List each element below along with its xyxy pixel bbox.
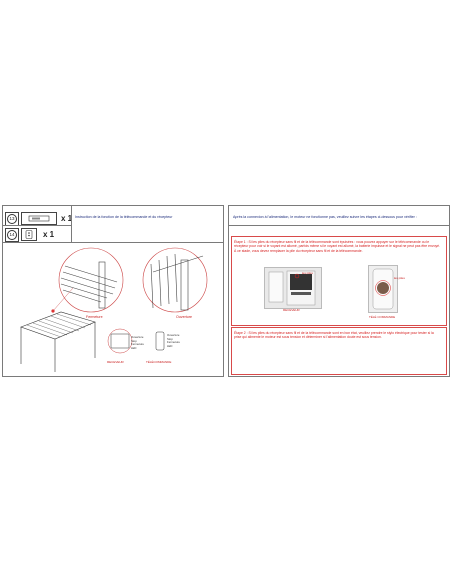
remote-caption: TÉLÉCOMMANDE	[146, 360, 172, 364]
divider	[71, 206, 72, 242]
key-label: Fermeture	[167, 340, 180, 344]
pergola-illustration	[3, 242, 223, 376]
divider	[229, 225, 449, 226]
remote-caption: TÉLÉ COMMANDE	[369, 315, 396, 319]
key-label: Ouverture	[167, 333, 180, 337]
right-troubleshooting-page	[228, 205, 450, 377]
key-label: LED	[131, 345, 137, 350]
remote-device-illustration	[369, 266, 397, 312]
battery-label: les piles	[394, 276, 405, 280]
part-number-badge	[5, 228, 19, 242]
receiver-caption: RECEVEUR	[107, 360, 124, 364]
receiver-photo	[264, 267, 322, 309]
divider	[3, 225, 71, 226]
key-label: Stop	[167, 336, 173, 341]
key-label: LED	[167, 343, 173, 348]
step1-text: Étape 1 : Si les piles du récepteur sans fil et de la télécommande sont épuisées : vous pouvez appuyer sur le télécommande ou le récepteur pour voir si le voyant est allumé, parfois même si le voyant est allumé, la batterie impuisse et le signal ne peut pas être envoyé. À ce stade, vous devez remplacer la pile du récepteur sans fil et de la télécommande.	[234, 240, 440, 253]
step2-box	[231, 327, 447, 375]
receiver-part-thumbnail	[21, 212, 57, 225]
part-row-13	[3, 212, 72, 225]
key-label: Fermeture	[131, 342, 144, 346]
key-label: Ouverture	[131, 335, 144, 339]
part-number: 14	[7, 230, 17, 240]
step2-text: Étape 2 : Si les piles du récepteur sans fil et de la télécommande sont en bon état, veuillez prendre le stylo électrique pour tester si la prise qui alimente le moteur est sous tension et déterminer si l'alimentation doute est sous tension.	[234, 331, 434, 340]
part-number: 13	[7, 214, 17, 224]
opening-label: Ouverture	[176, 315, 192, 319]
page-title: Instruction de la fonction de la télécommande et du récepteur	[75, 215, 173, 219]
left-instruction-page	[2, 205, 224, 377]
part-quantity: x 1	[43, 230, 55, 239]
receiver-icon	[28, 215, 50, 222]
part-number-badge	[5, 212, 19, 226]
receiver-caption: RECEVEUR	[283, 308, 300, 312]
part-row-14	[3, 228, 54, 241]
remote-icon	[25, 230, 33, 239]
closing-label: Fermeture	[86, 315, 103, 319]
remote-photo	[368, 265, 398, 313]
remote-part-thumbnail	[21, 228, 37, 241]
page-title: Après la connexion à l'alimentation, le moteur ne fonctionne pas, veuillez suivre les étapes ci-dessous pour vérifier :	[233, 215, 417, 219]
step1-box	[231, 236, 447, 326]
battery-label: les piles	[302, 271, 313, 275]
key-label: Stop	[131, 338, 137, 343]
part-quantity: x 1	[61, 214, 73, 223]
